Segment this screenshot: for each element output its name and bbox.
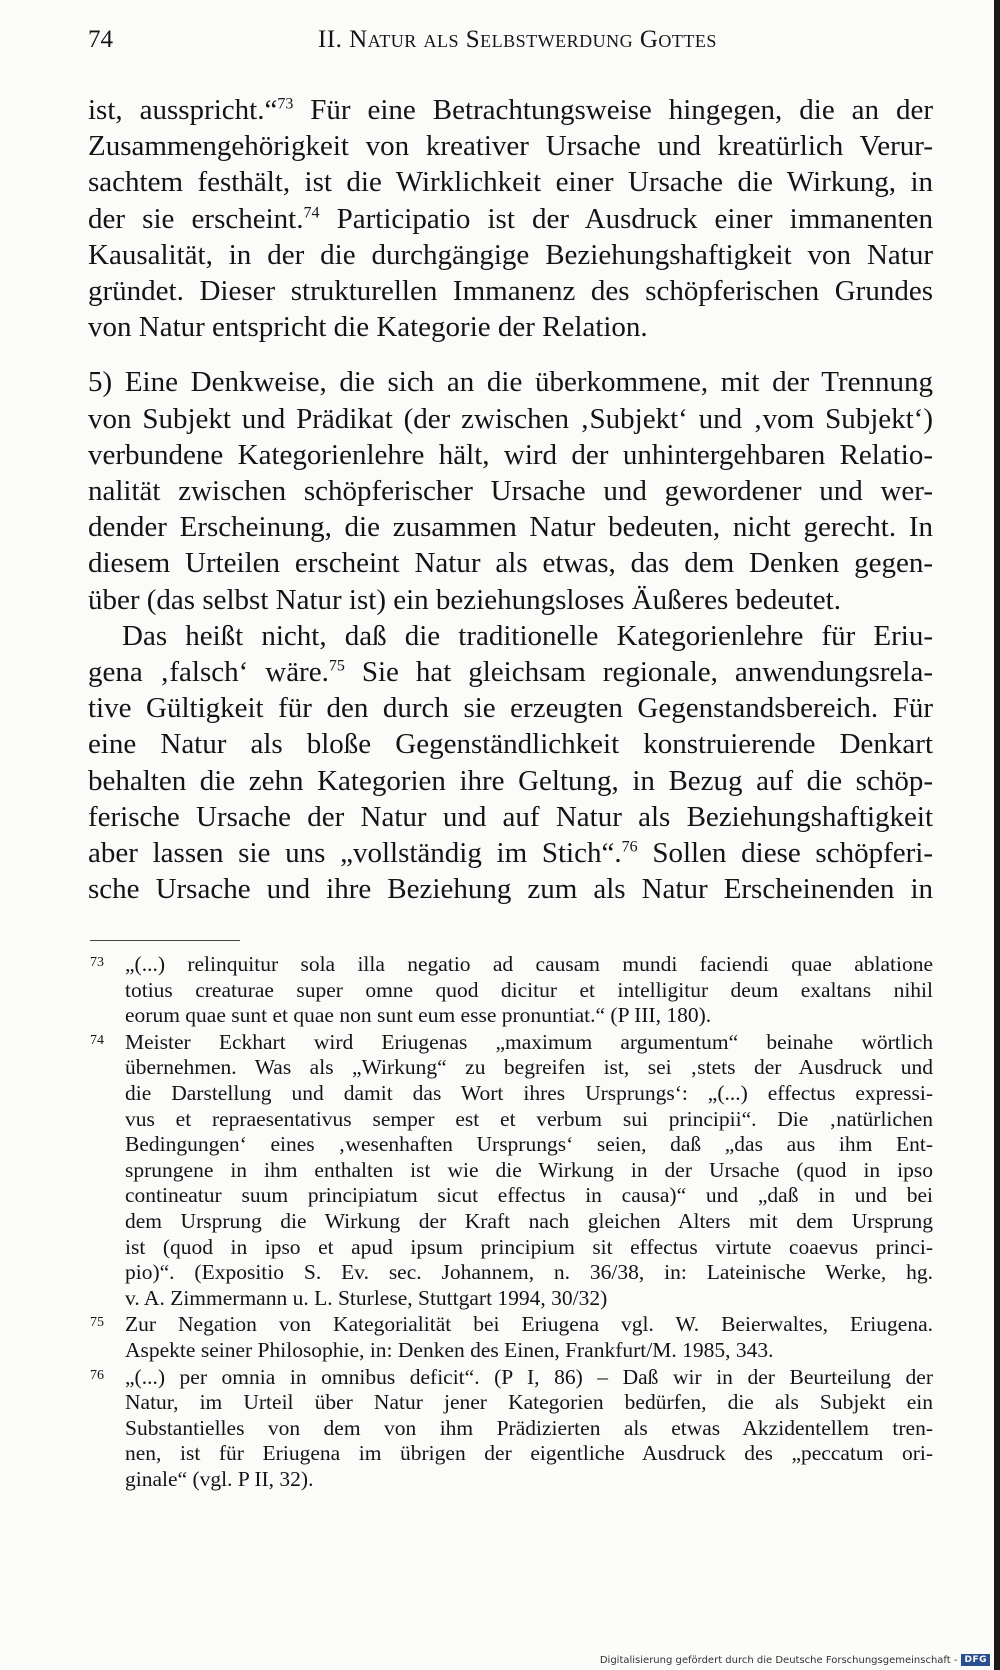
footnote (88, 1312, 933, 1363)
footnote-line: vus et repraesentativus semper est et verbum sui principii“. Die ‚natürlichen (125, 1106, 933, 1131)
text-line: gründet. Dieser strukturellen Immanenz des schöpferischen Grundes (88, 275, 933, 308)
footnote-line: eorum quae sunt et quae non sunt eum esse pronuntiat.“ (P III, 180). (125, 1003, 712, 1028)
text-line: tive Gültigkeit für den durch sie erzeugten Gegenstandsbereich. Für (88, 692, 933, 725)
footnote-number: 74 (90, 1032, 104, 1048)
text-line: dender Erscheinung, die zusammen Natur bedeuten, nicht gerecht. In (88, 511, 933, 544)
footnote-ref: 75 (328, 657, 345, 675)
text-line: ferische Ursache der Natur und auf Natur als Beziehungshaftigkeit (88, 800, 933, 833)
footnote-number: 76 (90, 1367, 104, 1383)
scan-edge (994, 0, 1000, 1670)
footnote-line: Meister Eckhart wird Eriugenas „maximum argumentum“ beinahe wörtlich (125, 1029, 933, 1054)
footnote-line: ginale“ (vgl. P II, 32). (125, 1466, 314, 1491)
paragraph (88, 92, 933, 345)
text-line: Das heißt nicht, daß die traditionelle Kategorienlehre für Eriu- (122, 619, 933, 652)
footnote-line: Substantielles von dem von ihm Prädizierten als etwas Akzidentellem tren- (125, 1415, 933, 1440)
footnote (88, 1365, 933, 1493)
footnote-line: v. A. Zimmermann u. L. Sturlese, Stuttgart 1994, 30/32) (125, 1285, 608, 1310)
footnote-ref: 74 (303, 203, 320, 221)
footnote-ref: 73 (277, 95, 294, 113)
text-line: Zusammengehörigkeit von kreativer Ursache und kreatürlich Verur- (88, 130, 933, 163)
footnote-line: sprungene in ihm enthalten ist wie die Wirkung in der Ursache (quod in ipso (125, 1157, 933, 1182)
text-line: gena ‚falsch‘ wäre.$^{75}$ Sie hat gleichsam regionale, anwendungsrela- (88, 656, 933, 689)
credit-text: Digitalisierung gefördert durch die Deutsche Forschungsgemeinschaft - (599, 1654, 958, 1666)
body-text (88, 92, 933, 907)
footnote (88, 952, 933, 1029)
footnote-line: pio)“. (Expositio S. Ev. sec. Johannem, n. 36/38, in: Lateinische Werke, hg. (125, 1260, 933, 1285)
footnote-number: 73 (90, 955, 104, 970)
footnotes (88, 952, 933, 1493)
footnote-line: Bedingungen‘ eines ‚wesenhaften Ursprungs‘ seien, daß „das aus ihm Ent- (125, 1132, 933, 1157)
footnote-line: übernehmen. Was als „Wirkung“ zu begreifen ist, sei ‚stets der Ausdruck und (125, 1055, 933, 1080)
text-line: ist, ausspricht.“$^{73}$ Für eine Betrachtungsweise hingegen, die an der (88, 94, 933, 126)
footnote-line: ist (quod in ipso et apud ipsum principium sit effectus virtute coaevus princi- (125, 1234, 933, 1259)
text-line: behalten die zehn Kategorien ihre Geltung, in Bezug auf die schöp- (88, 764, 933, 797)
footnote-rule (90, 940, 240, 941)
text-line: von Subjekt und Prädikat (der zwischen ‚Subjekt‘ und ‚vom Subjekt‘) (88, 402, 933, 435)
text-line: verbundene Kategorienlehre hält, wird der unhintergehbaren Relatio- (88, 438, 933, 471)
footnote-line: dem Ursprung die Wirkung der Kraft nach gleichen Alters mit dem Ursprung (125, 1208, 933, 1233)
text-line: sche Ursache und ihre Beziehung zum als Natur Erscheinenden in (88, 873, 933, 906)
footnote-line: die Darstellung und damit das Wort ihres Ursprungs‘: „(...) effectus expressi- (125, 1080, 933, 1105)
text-line: aber lassen sie uns „vollständig im Stich“.$^{76}$ Sollen diese schöpferi- (88, 837, 933, 870)
text-line: über (das selbst Natur ist) ein beziehungsloses Äußeres bedeutet. (88, 583, 841, 616)
text-line: Kausalität, in der die durchgängige Beziehungshaftigkeit von Natur (88, 238, 933, 271)
text-line: eine Natur als bloße Gegenständlichkeit konstruierende Denkart (88, 728, 933, 761)
text-line: sachtem festhält, ist die Wirklichkeit einer Ursache die Wirkung, in (88, 166, 933, 199)
text-line: nalität zwischen schöpferischer Ursache und gewordener und wer- (88, 475, 933, 508)
footnote-number: 75 (90, 1315, 104, 1331)
footnote (88, 1030, 933, 1312)
footnote-line: „(...) relinquitur sola illa negatio ad causam mundi faciendi quae ablatione (125, 952, 933, 976)
text-line: diesem Urteilen erscheint Natur als etwas, das dem Denken gegen- (88, 547, 933, 580)
footnote-line: nen, ist für Eriugena im übrigen der eigentliche Ausdruck des „peccatum ori- (125, 1441, 933, 1466)
footnote-line: totius creaturae super omne quod dicitur et intelligitur deum exaltans nihil (125, 977, 933, 1002)
text-line: der sie erscheint.$^{74}$ Participatio ist der Ausdruck einer immanenten (88, 202, 933, 235)
running-head: II. Natur als Selbstwerdung Gottes (318, 26, 717, 53)
footnote-ref: 76 (621, 838, 638, 856)
footnote-line: Zur Negation von Kategorialität bei Eriugena vgl. W. Beierwaltes, Eriugena. (125, 1312, 933, 1337)
footnote-line: Aspekte seiner Philosophie, in: Denken des Einen, Frankfurt/M. 1985, 343. (125, 1337, 774, 1362)
text-line: 5) Eine Denkweise, die sich an die überkommene, mit der Trennung (88, 366, 933, 399)
page-number: 74 (88, 26, 113, 53)
footnote-line: „(...) per omnia in omnibus deficit“. (P I, 86) – Daß wir in der Beurteilung der (125, 1364, 933, 1389)
page-header (88, 26, 933, 60)
dfg-logo: DFG (961, 1654, 990, 1666)
footnote-line: Natur, im Urteil über Natur jener Kategorien bedürfen, die als Subjekt ein (125, 1390, 933, 1415)
text-line: von Natur entspricht die Kategorie der Relation. (88, 311, 648, 344)
footnote-line: contineatur suum principiatum sicut effectus in causa)“ und „daß in und bei (125, 1183, 933, 1208)
paragraph (88, 364, 933, 617)
paragraph (88, 618, 933, 908)
digitization-credit (600, 1654, 990, 1666)
